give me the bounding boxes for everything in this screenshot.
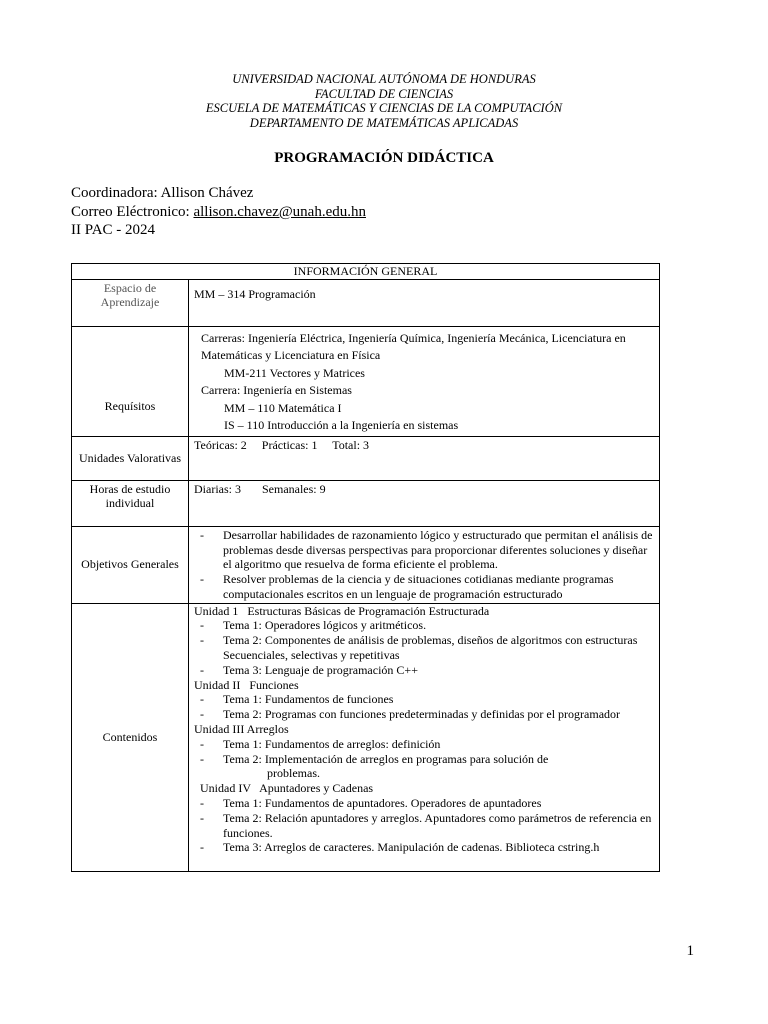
requisitos-line: MM-211 Vectores y Matrices — [224, 365, 365, 380]
requisitos-line: Matemáticas y Licenciatura en Física — [201, 348, 381, 363]
topic-text: Tema 3: Lenguaje de programación C++ — [223, 662, 418, 677]
table-heading-row — [72, 264, 660, 280]
dash-bullet: - — [200, 527, 204, 542]
list-item — [194, 811, 654, 841]
email-link[interactable]: allison.chavez@unah.edu.hn — [193, 203, 366, 220]
dash-bullet: - — [200, 736, 204, 751]
unit-title: Unidad IV Apuntadores y Cadenas — [200, 781, 374, 796]
requisitos-value — [189, 326, 660, 436]
table-row — [72, 279, 660, 326]
list-item — [194, 707, 654, 722]
topic-text: Tema 2: Componentes de análisis de problemas, diseños de algoritmos con estructuras Secuenciales, selectivas y repetitivas — [223, 633, 638, 663]
table-row — [72, 326, 660, 436]
dash-bullet: - — [200, 707, 204, 722]
objective-text: Resolver problemas de la ciencia y de situaciones cotidianas mediante programas computacionales escritos en un lenguaje de programación estructurado — [223, 572, 614, 601]
dash-bullet: - — [200, 618, 204, 633]
dash-bullet: - — [200, 810, 204, 825]
unit-title: Unidad III Arreglos — [194, 722, 289, 737]
list-item — [194, 633, 654, 663]
dash-bullet: - — [200, 662, 204, 677]
objetivos-value — [189, 526, 660, 603]
table-heading: INFORMACIÓN GENERAL — [72, 264, 660, 280]
requisitos-label: Requísitos — [72, 326, 189, 436]
university-name: UNIVERSIDAD NACIONAL AUTÓNOMA DE HONDURAS — [232, 72, 536, 86]
topic-text: Tema 3: Arreglos de caracteres. Manipulación de cadenas. Biblioteca cstring.h — [223, 840, 600, 855]
list-item — [194, 663, 654, 678]
requisitos-line: MM – 110 Matemática I — [224, 400, 342, 415]
course-info — [71, 184, 366, 240]
topic-text: Tema 1: Fundamentos de funciones — [223, 692, 394, 707]
topic-text: Tema 1: Fundamentos de arreglos: definición — [223, 736, 441, 751]
list-item — [194, 840, 654, 855]
topic-text: Tema 2: Programas con funciones predeterminadas y definidas por el programador — [223, 707, 621, 722]
topic-text: Tema 1: Operadores lógicos y aritméticos. — [223, 618, 427, 633]
horas-label: Horas de estudio individual — [72, 480, 189, 526]
topic-text: problemas. — [267, 766, 320, 781]
table-row — [72, 526, 660, 603]
table-row — [72, 480, 660, 526]
requisitos-line: IS – 110 Introducción a la Ingeniería en sistemas — [224, 418, 459, 433]
topic-text: Tema 2: Implementación de arreglos en programas para solución de — [223, 751, 549, 766]
academic-period: II PAC - 2024 — [71, 222, 156, 238]
contenidos-value — [189, 603, 660, 871]
email-label: Correo Eléctronico: — [71, 203, 194, 220]
department-name: DEPARTAMENTO DE MATEMÁTICAS APLICADAS — [249, 115, 519, 130]
email-line — [71, 203, 366, 222]
list-item — [194, 737, 654, 752]
unit-title: Unidad 1 Estructuras Básicas de Programación Estructurada — [194, 603, 490, 618]
dash-bullet: - — [200, 572, 204, 587]
horas-value: Diarias: 3 Semanales: 9 — [189, 480, 660, 526]
requisitos-line: Carreras: Ingeniería Eléctrica, Ingeniería Química, Ingeniería Mecánica, Licenciatura en — [201, 330, 626, 345]
dash-bullet: - — [200, 633, 204, 648]
objective-text: Desarrollar habilidades de razonamiento lógico y estructurado que permitan el análisis de problemas desde diversas perspectivas para proporcionar diferentes soluciones y diseñar el algoritmo que resuelva de forma eficiente el problema. — [223, 527, 653, 572]
faculty-name: FACULTAD DE CIENCIAS — [314, 86, 454, 101]
list-item — [194, 752, 654, 767]
espacio-value: MM – 314 Programación — [189, 279, 660, 326]
table-row — [72, 436, 660, 480]
table-row — [72, 603, 660, 871]
document-title: PROGRAMACIÓN DIDÁCTICA — [274, 150, 494, 166]
school-name: ESCUELA DE MATEMÁTICAS Y CIENCIAS DE LA COMPUTACIÓN — [205, 101, 563, 115]
topic-text: Tema 1: Fundamentos de apuntadores. Operadores de apuntadores — [223, 796, 542, 811]
page-number: 1 — [686, 943, 694, 959]
institution-header — [0, 72, 768, 130]
list-item — [194, 692, 654, 707]
unit-title: Unidad II Funciones — [194, 677, 299, 692]
dash-bullet: - — [200, 796, 204, 811]
coordinator: Coordinadora: Allison Chávez — [71, 185, 254, 201]
contenidos-label: Contenidos — [72, 603, 189, 871]
list-item — [194, 572, 654, 602]
dash-bullet: - — [200, 840, 204, 855]
espacio-label: Espacio de Aprendizaje — [72, 279, 189, 326]
objetivos-label: Objetivos Generales — [72, 526, 189, 603]
dash-bullet: - — [200, 692, 204, 707]
list-item — [194, 528, 654, 572]
unidades-value: Teóricas: 2 Prácticas: 1 Total: 3 — [189, 436, 660, 480]
general-info-table — [71, 263, 660, 872]
list-item — [194, 618, 654, 633]
unidades-label: Unidades Valorativas — [72, 436, 189, 480]
dash-bullet: - — [200, 751, 204, 766]
list-item — [194, 796, 654, 811]
topic-text: Tema 2: Relación apuntadores y arreglos. Apuntadores como parámetros de referencia en funciones. — [223, 810, 652, 840]
requisitos-line: Carrera: Ingeniería en Sistemas — [201, 383, 352, 398]
